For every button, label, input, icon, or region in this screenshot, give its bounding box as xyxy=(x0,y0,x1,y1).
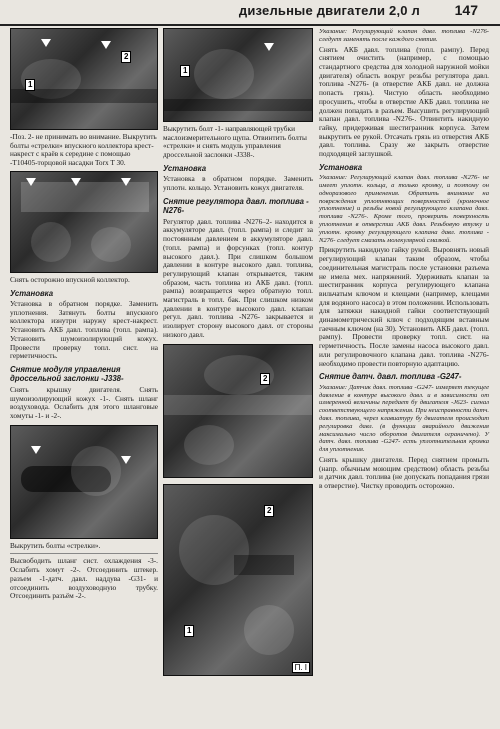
section-heading: Снятие регулятора давл. топлива -N276- xyxy=(163,196,309,216)
note: Указание: Регулирующий клапан давл. топлива -N276- следует заменять после каждого снятия. xyxy=(319,28,489,43)
column-left xyxy=(10,28,158,601)
figure-label: 2 xyxy=(260,373,270,385)
paragraph: Снять крышку двигателя. Перед снятием промыть (напр. обычным моющим средством) область резьбы и датчик давл. топлива (не допускать попадания грязи в отверстие). Чистку проводить осторожно. xyxy=(319,454,489,491)
figure-label: 1 xyxy=(25,79,35,91)
figure-throttle-module xyxy=(10,425,158,539)
caption: Снять осторожно впускной коллектор. xyxy=(10,274,130,284)
figure-tag: П. I xyxy=(292,662,310,673)
figure-intake-manifold xyxy=(10,171,158,273)
figure-label: 2 xyxy=(121,51,131,63)
figure-intake-bolts xyxy=(10,28,158,130)
page-number: 147 xyxy=(454,2,478,18)
paragraph: Снять крышку двигателя. Снять шумоизолирующий кожух -1-. Снять шланг воздуховода. Ослабить для этого шланговые хомуты -1- и -2-. xyxy=(10,384,158,421)
paragraph: Прикрутить накидную гайку рукой. Выровнять новый регулирующий клапан таким образом, чтобы соединительная магистраль после установки разъема не имела мех. напряжений. Удерживать клапан за шестигранник корпуса регулирующего клапана вильчатым ключом и клещами (например, клещами для водяного насоса) в этом положении. Использовать для затяжки накидной гайки соответствующий динамометрический ключ с подходящим вставным гаечным ключом (на 30). Установить АКБ давл. (топл. рампу). Провести проверку топл. сист. на герметичность. После замены насоса высокого давл. или регулировочного клапана давл. топлива -N276- необходимо провести повторную адаптацию. xyxy=(319,245,489,368)
paragraph: Установка в обратном порядке. Заменить уплотн. кольцо. Установить кожух двигателя. xyxy=(163,174,313,193)
page-header xyxy=(0,0,500,26)
column-right xyxy=(319,28,489,491)
caption: Выкрутить болты «стрелки». xyxy=(10,540,101,550)
page-title: дизельные двигатели 2,0 л xyxy=(238,3,420,18)
figure-fuel-rail xyxy=(163,344,313,478)
paragraph: Регулятор давл. топлива -N276–2- находится в аккумуляторе давл. (топл. рампа) и следит за постоянным давлением в аккумуляторе давл. (топл. рампа) и форсунках (топл. контур высокого давл.). При слишком большом давлении в контуре высокого давл. топлива, регулирующий клапан открывается, таким образом, часть топлива из АКБ давл. (топл. рампа) возвращается через обратную топл. магистраль в топл. бак. При слишком низком давлении в контуре высокого давл. клапан регул. давл. топлива -N276- закрывается и изолирует сторону высокого давл. от стороны низкого давл. xyxy=(163,216,313,339)
figure-label: 1 xyxy=(180,65,190,77)
section-heading: Снятие модуля управления дроссельной заслонки -J338- xyxy=(10,364,124,384)
figure-label: 1 xyxy=(184,625,194,637)
section-heading: Установка xyxy=(10,288,54,298)
figure-label: 2 xyxy=(264,505,274,517)
caption: -Поз. 2- не принимать во внимание. Выкрутить болты «стрелки» впускного коллектора крест-накрест с краёв к середине с помощью -Т10405-торцовой насадки Torx T 30. xyxy=(10,132,157,168)
section-heading: Установка xyxy=(163,163,207,173)
note: Указание: Датчик давл. топлива -G247- измеряет текущее давление в контуре высокого давл. и в зависимости от измеренной величины передает бу двигателя -J623- сигнал соответствующего напряжения. При неисправности датч. давл. топлива, через клавиатуру бу двигателя происходит регулировка давл. (в функции аварийного движения максимально число оборотов двигателя ограничено). У датч. давл. топлива -G247- есть уплотнительная кромка для уплотнения. xyxy=(319,383,489,454)
divider xyxy=(10,553,158,554)
paragraph: Снять АКБ давл. топлива (топл. рампу). Перед снятием очистить (например, с помощью стандартного средства для холодной наружной мойки двигателя) область вокруг резьбы регулятора давл. топлива -N276- (в отверстие АКБ давл. не должна попасть грязь). Чистую область необходимо просушить, чтобы в отверстие АКБ давл. топлива не должен попадать в разъем. Высушить регулирующий клапан давл. топлива -N276-. Отвинтить накидную гайку, придерживая шестигранник корпуса. Затем выкрутить ее рукой. Отсачать грязь из отверстия АКБ давл. топлива. Сразу же закрыть отверстие подходящей заглушкой. xyxy=(319,44,489,159)
section-heading: Снятие датч. давл. топлива -G247- xyxy=(319,372,462,382)
paragraph: Высвободить шланг сист. охлаждения -3-. Ослабить хомут -2-. Отсоединить штекер. разъем -1-датч. давл. наддува -G31- и отсоединить воздуховодную трубку. Отсоединить разъём -2-. xyxy=(10,556,158,601)
caption: Выкрутить болт -1- направляющей трубки маслоизмерительного щупа. Отвинтить болты «стрелки» и снять модуль управления дроссельной заслонки -J338-. xyxy=(163,124,307,160)
note: Указание: Регулирующий клапан давл. топлива -N276- не имеет уплотн. кольца, а только кромку, и поэтому он одноразового применения. Обратить внимание на повреждения уплотняющих поверхностей (кромочное уплотнение) и резьбы новой регулирующего клапана давл. топлива -N276-. Кроме того, проверить поверхность уплотнения в отверстии АКБ давл. Резьбовую втулку и уплотн. кромку регулирующего клапана давл. топлива -N276- следует смазать молекулярной смазкой. xyxy=(319,174,489,244)
figure-dipstick-bolt xyxy=(163,28,313,122)
figure-fuel-pressure-regulator xyxy=(163,484,313,676)
section-heading: Установка xyxy=(319,162,363,172)
column-middle xyxy=(163,28,313,676)
paragraph: Установка в обратном порядке. Заменить уплотнения. Затянуть болты впускного коллектора изнутри наружу крест-накрест. Установить АКБ давл. топлива (топл. рампа). Установить шумоизолирующий кожух. Провести проверку топл. сист. на герметичность. xyxy=(10,299,158,361)
